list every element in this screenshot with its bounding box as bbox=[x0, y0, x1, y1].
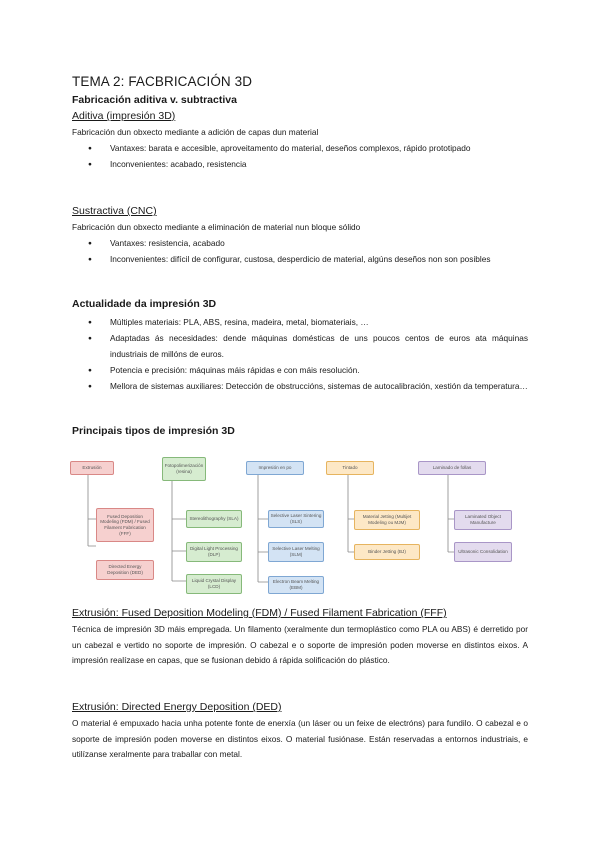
node-lom: Laminated Object Manufacture bbox=[454, 510, 512, 530]
category-fotopolimerizacion: Fotopolimerización (resina) bbox=[162, 457, 206, 481]
bullet-item: ● Mellora de sistemas auxiliares: Detección de obstruccións, sistemas de autocalibración, xestión da temperatura… bbox=[72, 379, 528, 395]
section-subtitle: Fabricación aditiva v. subtractiva bbox=[72, 94, 237, 106]
sustractiva-bullet-list bbox=[72, 236, 528, 268]
category-tintado: Tintado bbox=[326, 461, 374, 475]
bullet-item: ● Múltiples materiais: PLA, ABS, resina, madeira, metal, biomateriais, … bbox=[72, 315, 528, 331]
bullet-item: ● Adaptadas ás necesidades: dende máquinas domésticas de uns poucos centos de euros ata máquinas industriais de millóns de euros. bbox=[72, 331, 528, 362]
actualidade-bullet-list bbox=[72, 315, 528, 395]
tipos-heading: Principais tipos de impresión 3D bbox=[72, 425, 235, 437]
node-ebm: Electron Beam Melting (EBM) bbox=[268, 576, 324, 594]
node-material-jetting: Material Jetting (Multijet Modeling ou MJM) bbox=[354, 510, 420, 530]
printing-types-diagram bbox=[68, 452, 532, 600]
node-binder-jetting: Binder Jetting (BJ) bbox=[354, 544, 420, 560]
bullet-item: ● Potencia e precisión: máquinas máis rápidas e con máis resolución. bbox=[72, 363, 528, 379]
node-ultrasonic: Ultrasonic Consolidation bbox=[454, 542, 512, 562]
sustractiva-description: Fabricación dun obxecto mediante a eliminación de material nun bloque sólido bbox=[72, 222, 361, 232]
category-laminado: Laminado de follas bbox=[418, 461, 486, 475]
category-extrusion: Extrusión bbox=[70, 461, 114, 475]
actualidade-heading: Actualidade da impresión 3D bbox=[72, 298, 217, 310]
aditiva-heading: Aditiva (impresión 3D) bbox=[72, 110, 176, 122]
fdm-text: Técnica de impresión 3D máis empregada. Un filamento (xeralmente dun termoplástico como PLA ou ABS) é derretido por un cabezal e vertido no soporte de impresión. O cabezal e o soporte de impresión poden moverse en distintos eixos. A impresión realízase en capas, que se fusionan debido á rápida solificación do plástico. bbox=[72, 624, 528, 666]
document-title: TEMA 2: FACBRICACIÓN 3D bbox=[72, 74, 253, 89]
node-dlp: Digital Light Processing (DLP) bbox=[186, 542, 242, 562]
node-ded: Directed Energy Deposition (DED) bbox=[96, 560, 154, 580]
node-sla: Stereolithography (SLA) bbox=[186, 510, 242, 528]
node-fdm: Fused Deposition Modeling (FDM) / Fused Filament Fabrication (FFF) bbox=[96, 508, 154, 542]
sustractiva-heading: Sustractiva (CNC) bbox=[72, 205, 157, 217]
fdm-heading: Extrusión: Fused Deposition Modeling (FDM) / Fused Filament Fabrication (FFF) bbox=[72, 607, 447, 619]
aditiva-bullet-list bbox=[72, 141, 528, 173]
ded-text: O material é empuxado hacia unha potente fonte de enerxía (un láser ou un feixe de electróns) para fundilo. O cabezal e o soporte de impresión poden moverse en distintos eixos. O material fusiónase. Están reservadas a entornos industriais, e utilízanse xeralmente para traballar con metal. bbox=[72, 718, 528, 760]
aditiva-description: Fabricación dun obxecto mediante a adición de capas dun material bbox=[72, 127, 319, 137]
node-sls: Selective Laser Sintering (SLS) bbox=[268, 510, 324, 528]
ded-heading: Extrusión: Directed Energy Deposition (DED) bbox=[72, 701, 282, 713]
bullet-item: ● Inconvenientes: difícil de configurar, custosa, desperdicio de material, algúns deseños non son posibles bbox=[72, 252, 528, 268]
bullet-item: ● Vantaxes: barata e accesible, aproveitamento do material, deseños complexos, rápido prototipado bbox=[72, 141, 528, 157]
category-po: Impresión en po bbox=[246, 461, 304, 475]
bullet-item: ● Inconvenientes: acabado, resistencia bbox=[72, 157, 528, 173]
bullet-item: ● Vantaxes: resistencia, acabado bbox=[72, 236, 528, 252]
node-lcd: Liquid Crystal Display (LCD) bbox=[186, 574, 242, 594]
node-slm: Selective Laser Melting (SLM) bbox=[268, 542, 324, 562]
